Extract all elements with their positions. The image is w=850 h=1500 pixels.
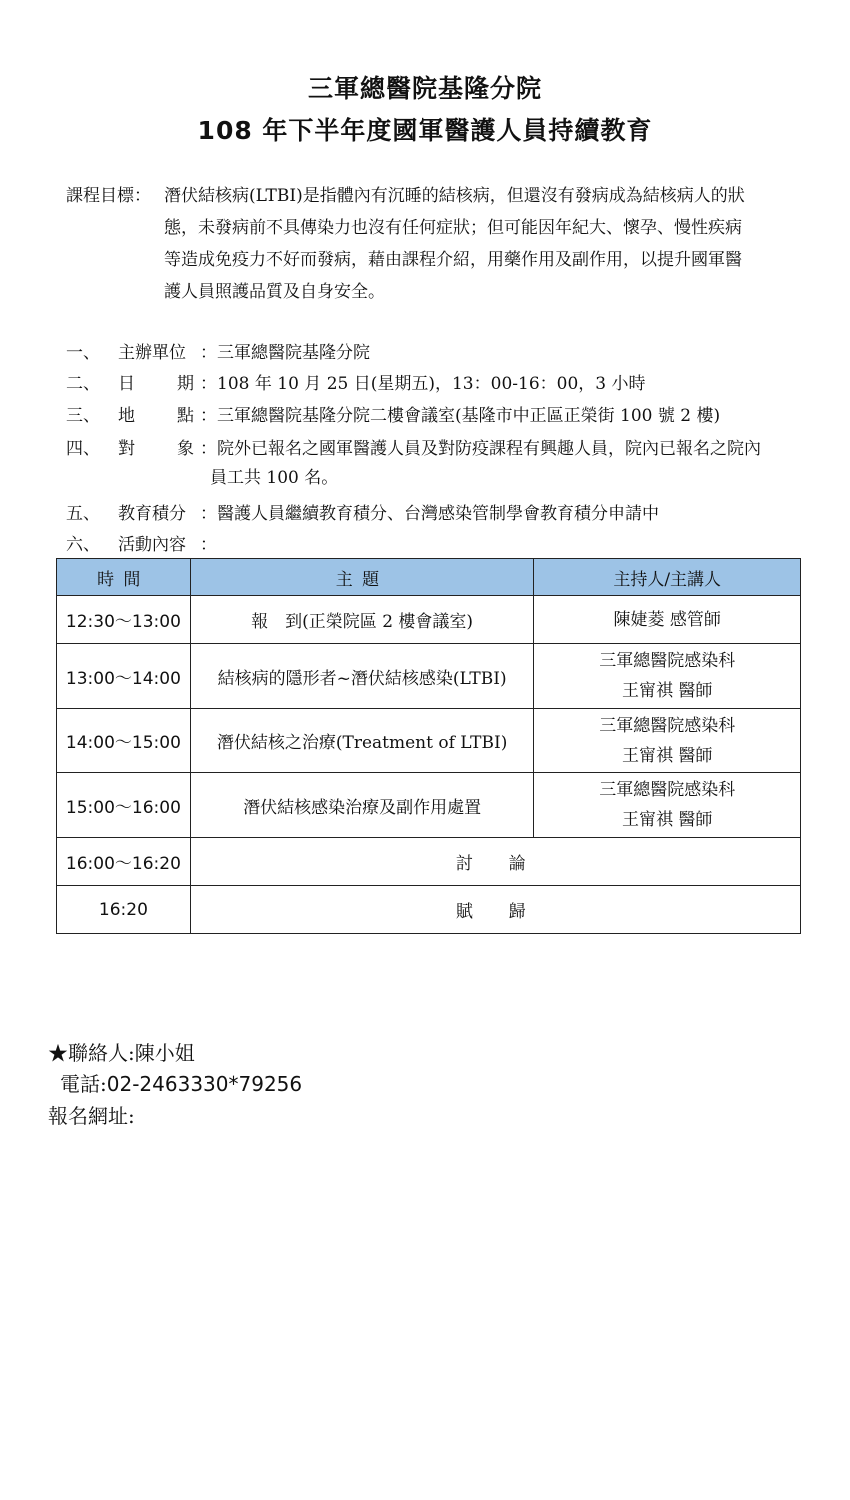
row-speaker: [534, 644, 801, 709]
header-time: 時間: [57, 559, 191, 596]
table-row: [57, 644, 801, 709]
speaker-line: 陳婕菱 感管師: [613, 609, 721, 630]
speaker-line: 王甯祺 醫師: [622, 745, 713, 766]
schedule-table: [56, 558, 801, 934]
speaker-line: 三軍總醫院感染科: [599, 780, 736, 800]
info-label: 對 象: [118, 439, 194, 459]
table-row: [57, 886, 801, 934]
info-value: ：醫護人員繼續教育積分、台灣感染管制學會教育積分申請中: [200, 504, 659, 524]
row-speaker: [534, 596, 801, 644]
page-title: 三軍總醫院基隆分院: [307, 74, 542, 103]
speaker-line: 王甯祺 醫師: [622, 681, 713, 701]
info-number: 五、: [66, 504, 100, 524]
row-topic: 報 到(正榮院區 2 樓會議室): [190, 596, 534, 644]
header-topic: 主題: [190, 559, 534, 596]
table-row: [57, 838, 801, 886]
phone-label: 電話:: [60, 1072, 107, 1096]
row-topic: 潛伏結核之治療(Treatment of LTBI): [190, 709, 534, 773]
info-value: ：: [200, 535, 217, 555]
row-speaker: [534, 709, 801, 773]
table-row: [57, 773, 801, 838]
row-time: 12:30～13:00: [57, 596, 191, 644]
info-number: 四、: [66, 439, 100, 459]
contact-phone: [60, 1069, 302, 1099]
row-merged: 賦 歸: [190, 886, 800, 934]
info-value: ：院外已報名之國軍醫護人員及對防疫課程有興趣人員，院內已報名之院內: [200, 439, 761, 459]
objective-label: 課程目標：: [66, 186, 151, 206]
info-label: 地 點: [118, 406, 194, 426]
row-time: 13:00～14:00: [57, 644, 191, 709]
table-row: [57, 596, 801, 644]
page-subtitle: 108 年下半年度國軍醫護人員持續教育: [197, 116, 653, 145]
row-speaker: [534, 773, 801, 838]
info-value-continued: 員工共 100 名。: [210, 468, 339, 488]
info-number: 三、: [66, 406, 100, 426]
info-number: 六、: [66, 535, 100, 555]
speaker-line: 王甯祺 醫師: [622, 810, 713, 830]
info-label: 活動內容: [118, 535, 186, 555]
row-merged: 討 論: [190, 838, 800, 886]
phone-number: 02-2463330*79256: [106, 1072, 303, 1096]
objective-line: 潛伏結核病(LTBI)是指體內有沉睡的結核病，但還沒有發病成為結核病人的狀: [164, 186, 745, 206]
objective-line: 等造成免疫力不好而發病，藉由課程介紹，用藥作用及副作用，以提升國軍醫: [164, 250, 742, 270]
signup-url: 報名網址:: [48, 1104, 135, 1128]
info-value: ：108 年 10 月 25 日(星期五)，13：00-16：00，3 小時: [200, 374, 646, 394]
row-topic: 結核病的隱形者~潛伏結核感染(LTBI): [190, 644, 534, 709]
row-time: 14:00～15:00: [57, 709, 191, 773]
info-value: ：三軍總醫院基隆分院二樓會議室(基隆市中正區正榮街 100 號 2 樓): [200, 406, 721, 426]
row-time: 15:00～16:00: [57, 773, 191, 838]
objective-text: [164, 180, 796, 308]
speaker-line: 三軍總醫院感染科: [599, 651, 736, 671]
info-label: 主辦單位: [118, 343, 186, 363]
row-time: 16:20: [57, 886, 191, 934]
header-speaker: 主持人/主講人: [534, 559, 801, 596]
objective-line: 護人員照護品質及自身安全。: [164, 282, 385, 302]
info-value: ：三軍總醫院基隆分院: [200, 343, 370, 363]
speaker-line: 三軍總醫院感染科: [599, 715, 736, 736]
objective-line: 態，未發病前不具傳染力也沒有任何症狀；但可能因年紀大、懷孕、慢性疾病: [164, 218, 742, 238]
contact-person: ★聯絡人:陳小姐: [48, 1041, 195, 1065]
info-label: 教育積分: [118, 504, 186, 524]
row-time: 16:00～16:20: [57, 838, 191, 886]
table-header-row: [57, 559, 801, 596]
info-number: 一、: [66, 343, 100, 363]
info-label: 日 期: [118, 374, 194, 394]
info-number: 二、: [66, 374, 100, 394]
row-topic: 潛伏結核感染治療及副作用處置: [190, 773, 534, 838]
table-row: [57, 709, 801, 773]
